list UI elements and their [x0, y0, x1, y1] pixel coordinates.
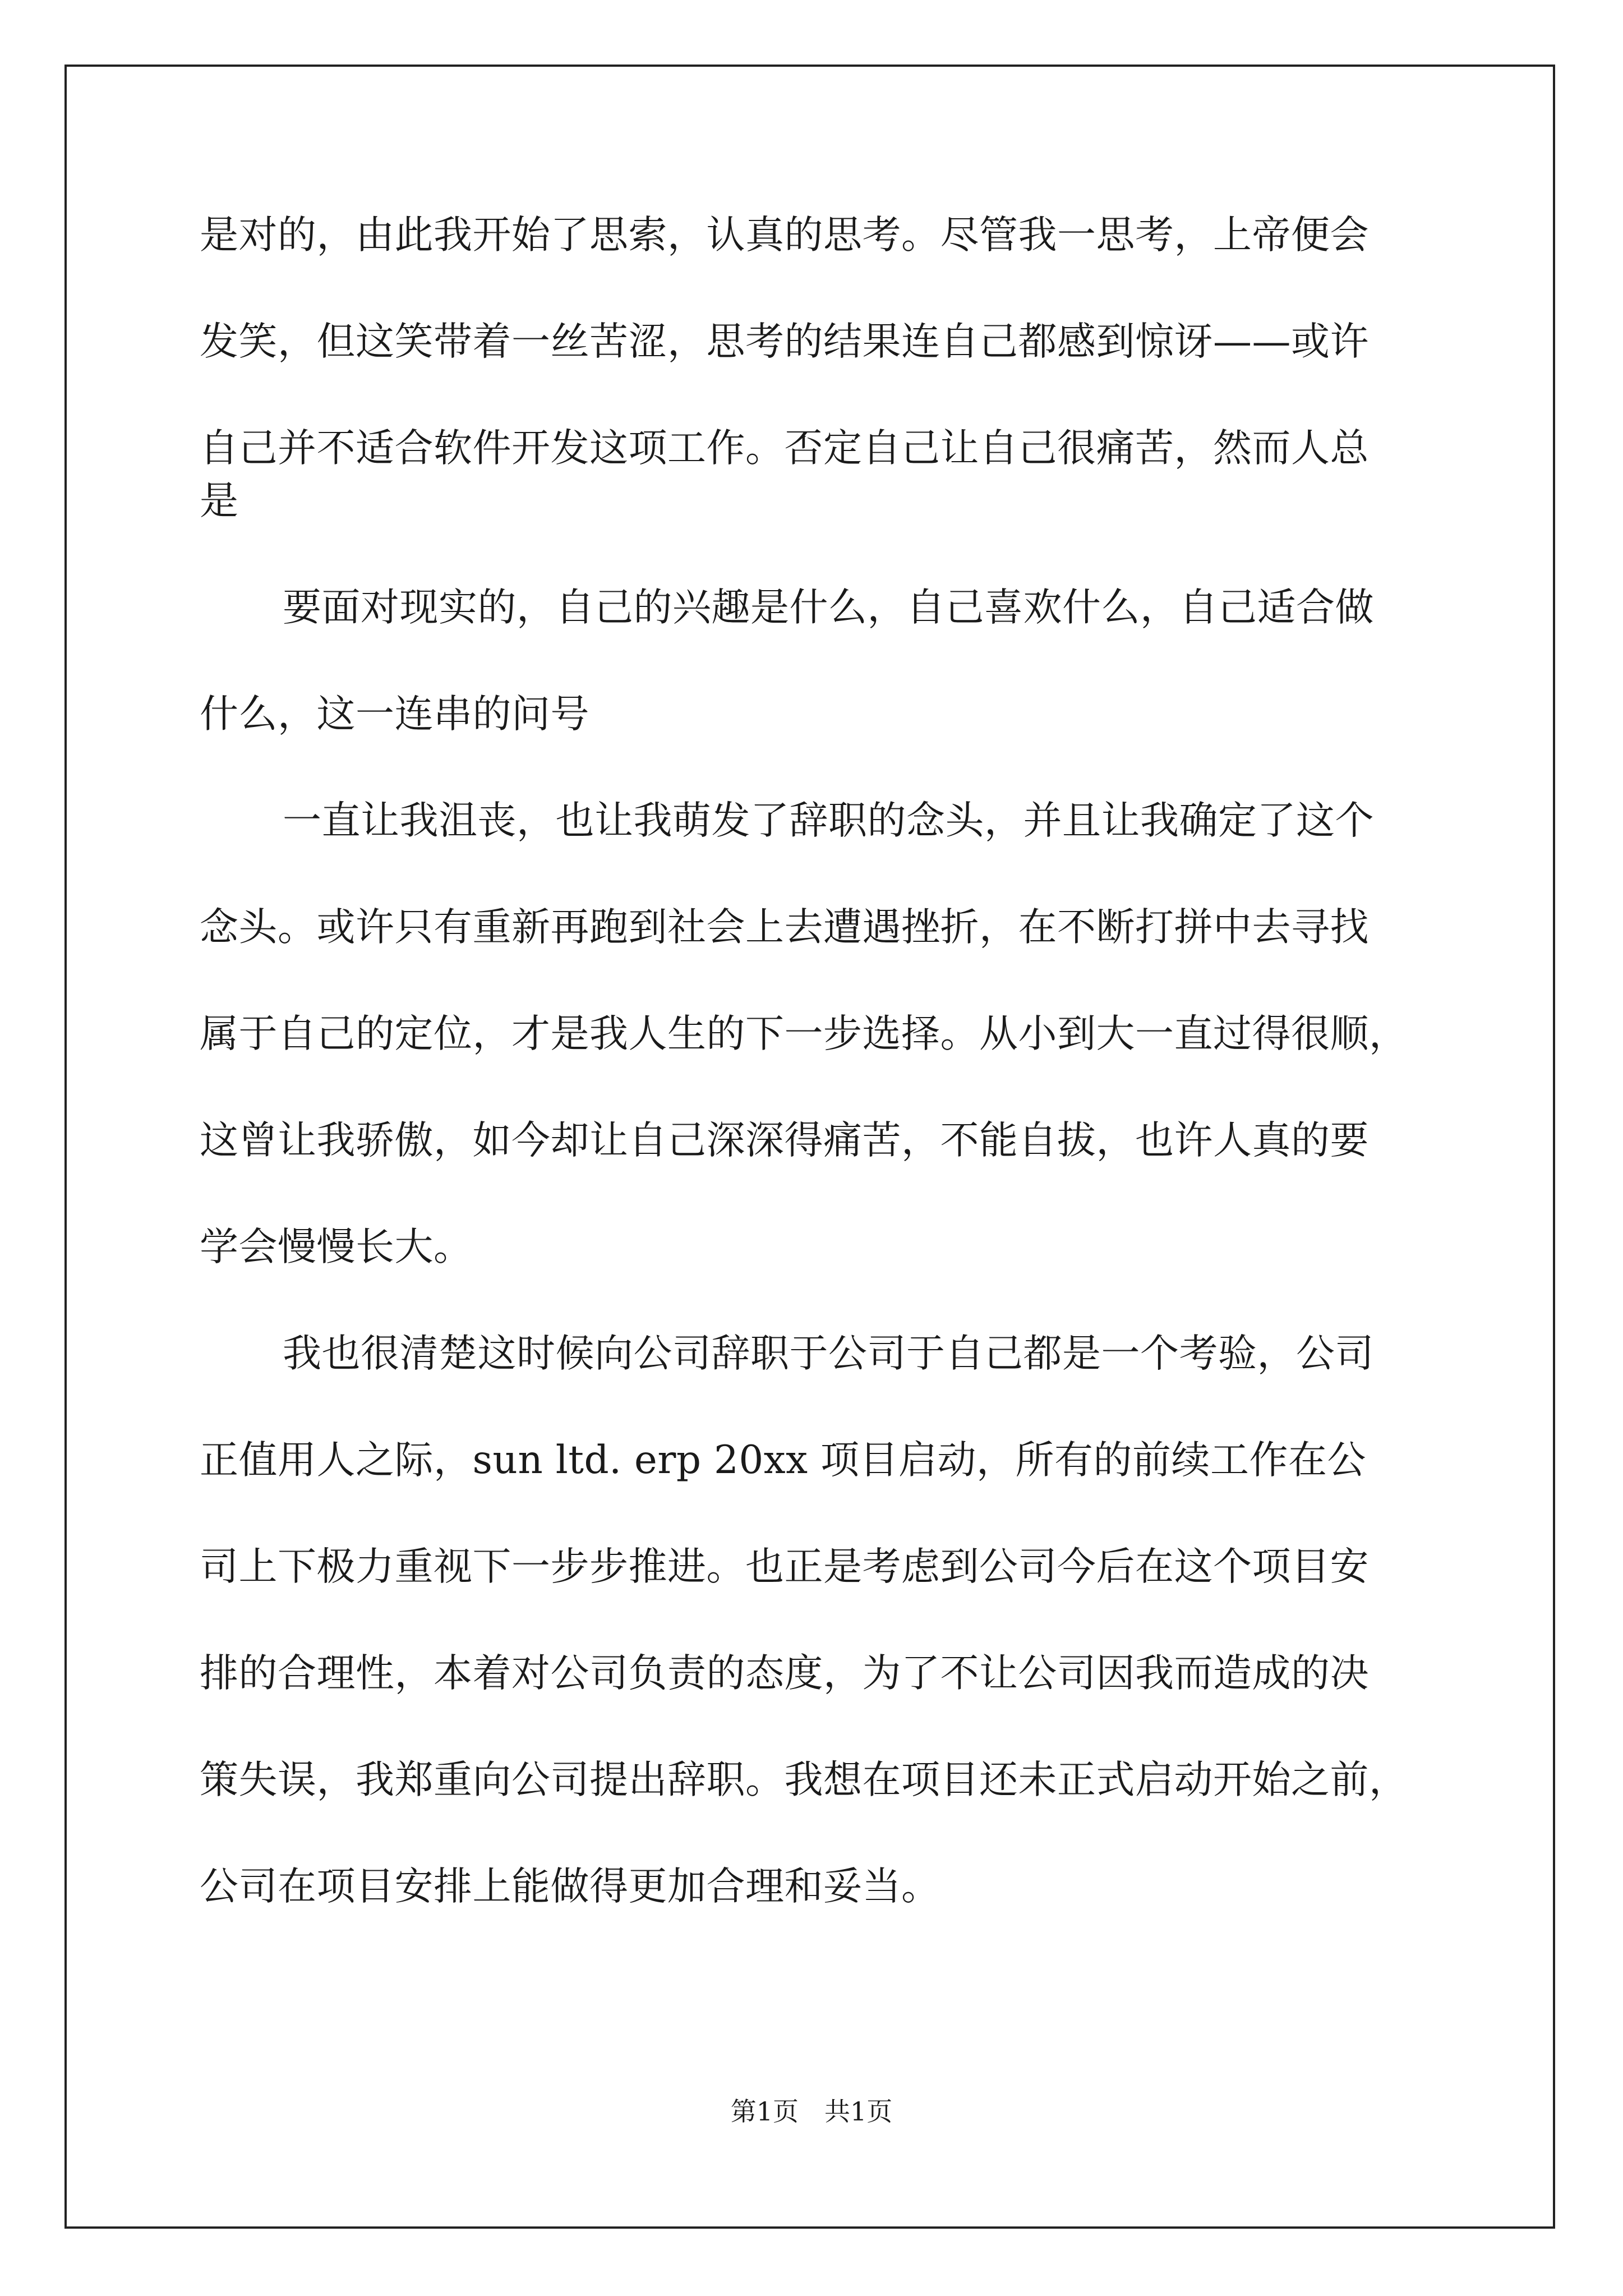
- paragraph-start-line: 我也很清楚这时候向公司辞职于公司于自己都是一个考验，公司: [283, 1331, 1374, 1376]
- paragraph-start-line: 要面对现实的，自己的兴趣是什么，自己喜欢什么，自己适合做: [283, 585, 1374, 630]
- text-line: 念头。或许只有重新再跑到社会上去遭遇挫折，在不断打拼中去寻找: [200, 905, 1369, 950]
- text-line: 排的合理性，本着对公司负责的态度，为了不让公司因我而造成的决: [200, 1651, 1369, 1696]
- text-line: 发笑，但这笑带着一丝苦涩，思考的结果连自己都感到惊讶——或许: [200, 319, 1369, 364]
- text-line: 公司在项目安排上能做得更加合理和妥当。: [200, 1864, 940, 1909]
- text-line: 是: [200, 478, 239, 523]
- text-line: 这曾让我骄傲，如今却让自己深深得痛苦，不能自拔，也许人真的要: [200, 1118, 1369, 1163]
- text-line: 司上下极力重视下一步步推进。也正是考虑到公司今后在这个项目安: [200, 1544, 1369, 1589]
- text-line: 策失误，我郑重向公司提出辞职。我想在项目还未正式启动开始之前，: [200, 1757, 1408, 1802]
- text-line: 是对的，由此我开始了思索，认真的思考。尽管我一思考，上帝便会: [200, 213, 1369, 257]
- text-line: 自己并不适合软件开发这项工作。否定自己让自己很痛苦，然而人总: [200, 426, 1369, 471]
- page-number-footer: 第1页 共1页: [730, 2096, 893, 2127]
- text-line: 学会慢慢长大。: [200, 1225, 473, 1269]
- paragraph-start-line: 一直让我沮丧，也让我萌发了辞职的念头，并且让我确定了这个: [283, 798, 1374, 843]
- text-line: 属于自己的定位，才是我人生的下一步选择。从小到大一直过得很顺，: [200, 1011, 1408, 1056]
- text-line: 什么，这一连串的问号: [200, 692, 589, 737]
- text-line: 正值用人之际，sun ltd. erp 20xx 项目启动，所有的前续工作在公: [200, 1438, 1367, 1483]
- document-body: [200, 209, 1428, 1913]
